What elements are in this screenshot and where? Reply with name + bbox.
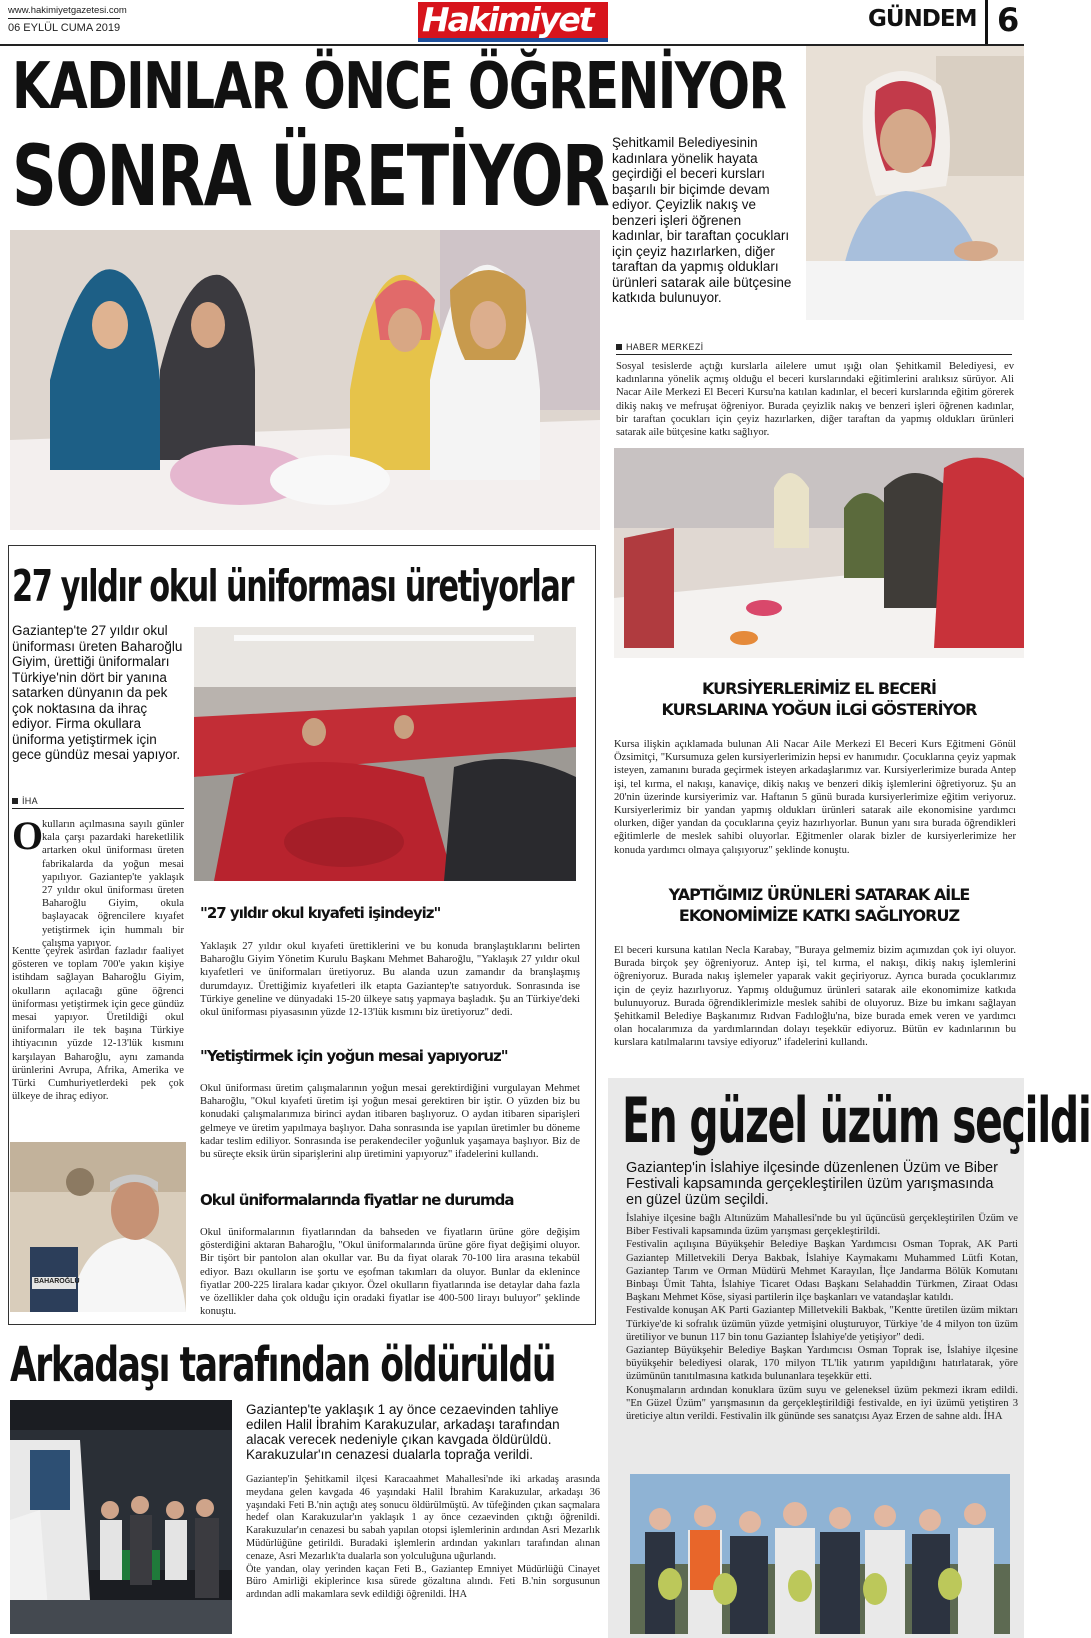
story3-body xyxy=(626,1212,1018,1423)
story2-lead: Gaziantep'te 27 yıldır okul üniforması üreten Baharoğlu Giyim, ürettiği üniformaları Türkiye'nin dört bir yanına satarken dünyanın da pek çok noktasına da ihraç ediyor. Firma okullara üniforma yetiştirmek için gece gündüz mesai yapıyor. xyxy=(12,623,183,762)
story2-headline: 27 yıldır okul üniforması üretiyorlar xyxy=(12,561,574,612)
story4-body xyxy=(246,1474,600,1602)
story3-lead: Gaziantep'in İslahiye ilçesinde düzenlenen Üzüm ve Biber Festivali kapsamında gerçekleştirilen üzüm yarışmasında en güzel üzüm seçildi. xyxy=(626,1160,998,1208)
story2-quote1: "27 yıldır okul kıyafeti işindeyiz" xyxy=(200,904,441,922)
story2-bag-label: BAHAROĞLU xyxy=(34,1278,80,1285)
story2-dropcap: O xyxy=(12,813,44,858)
story3-para4: Gaziantep Büyükşehir Belediye Başkan Yardımcısı Osman Toprak ise, İslahiye ilçesine büyükşehir belediyesi olarak, 170 milyon TL'lik yatırım yapıldığını hatırlatarak, yöre üzümünün tanıtılmasına katkıda bulunanlara teşekkür etti. xyxy=(626,1345,1018,1383)
story3-para5: Konuşmaların ardından konuklara üzüm suyu ve geleneksel üzüm pekmezi ikram edildi. "En Güzel Üzüm" yarışmasının da gerçekleştirildiği festivalde, en iyi üzümü yetiştiren 3 üreticiye altın verildi. Festivalin ilk gününde ses sanatçısı Ayaz Erzen de sahne aldı. İHA xyxy=(626,1384,1018,1423)
story1-portrait-photo xyxy=(806,46,1024,320)
story4-para1: Gaziantep'in Şehitkamil ilçesi Karacaahmet Mahallesi'nde iki arkadaş arasında meydana gelen kavgada 46 yaşındaki Halil İbrahim Karakuzular, arkadaşı 36 yaşındaki Feti B.'nin açtığı ateş sonucu öldürülmüştü. Av tüfeğinden çıkan saçmalara hedef olan Karakuzular'ın yaklaşık 1 ay önce cezaevinden çıktığı öğrenildi. Karakuzular'ın cenazesi bu sabah yapılan otopsi işlemlerinin ardından Asri Mezarlık Müdürlüğüne getirildi. Buradaki işlemlerin ardından yakınları tarafından alınan cenaze, Asri Mezarlık'ta dualarla son yolculuğuna uğurlandı. xyxy=(246,1474,600,1562)
story4-byline: İHA xyxy=(448,1589,468,1601)
page-number: 6 xyxy=(997,1,1020,39)
story2-para4: Okul üniforması üretim çalışmalarının yoğun mesai gerektirdiğini vurgulayan Mehmet Baharoğlu, "Okul kıyafeti üretim işi yoğun mesai gerektiren bir iştir. O yüzden biz bu konudaki çalışmalarımıza birinci aydan itibaren başlıyoruz. O aydan itibaren siparişleri gelmeye ve üretim yapılmaya başlıyor. Daha sonrasında ise yapılan üretimler bu döneme kadar teslim ediliyor. Sonrasında ise perakendeciler yoğunluk yaşamaya başlıyor. Biz de bu süreçte eksik ürün siparişlerini alıp üretimini yapıyoruz" ifadelerini kullandı. xyxy=(200,1083,580,1161)
story4-headline: Arkadaşı tarafından öldürüldü xyxy=(10,1337,556,1393)
story2-para1: kulların açılmasına sayılı günler kala çarşı pazardaki hareketlilik artarken okul üniforması üreten fabrikalarda da yoğun mesai yapılıyor. Gaziantep'te yaklaşık 27 yıldır okul üniforması üreten Baharoğlu Giyim, okula başlayacak öğrencilere kıyafet yetiştirmek için hummalı bir çalışma yapıyor. xyxy=(42,819,184,949)
story4-photo xyxy=(10,1400,232,1634)
story2-factory-photo xyxy=(194,627,576,881)
story1-para1: Sosyal tesislerde açtığı kurslarla ailelere umut ışığı olan Şehitkamil Belediyesi, ev kadınlarına yönelik açmış olduğu el beceri kurslarındaki eğitimlerini aralıksız sürüyor. Ali Nacar Aile Merkezi El Beceri Kursu'na katılan kadınlar, el beceri kurslarında eğitim görerek dikiş nakış ve mefruşat öğreniyor. Burada çeyizlik nakış ve benzeri işleri öğrenen kadınlar, bir taraftan çocukları için çeyiz hazırlarken, diğer taraftan da yapmış oldukları ürünleri satarak aile bütçesine katkı sağlıyor. xyxy=(616,361,1014,439)
story1-lead: Şehitkamil Belediyesinin kadınlara yönelik hayata geçirdiği el beceri kursları başarılı bir biçimde devam ediyor. Çeyizlik nakış ve benzeri işleri öğrenen kadınlar, bir taraftan çocukları için çeyiz hazırlarken, diğer taraftan da yapmış oldukları ürünleri satarak aile bütçesine katkıda bulunuyor. xyxy=(612,135,792,305)
story2-para3: Yaklaşık 27 yıldır okul kıyafeti ürettiklerini ve bu konuda branşlaştıklarını belirten Baharoğlu Giyim Yönetim Kurulu Başkanı Mehmet Baharoğlu, "Yaklaşık 27 yıldır okul kıyafetleri ve üniformaları üretiyoruz. Bu alanda uzun zamandır da branşlaşmış durumdayız. Ürettiğimiz kıyafetleri ilk etapta Gaziantep'te satıyorduk. Sonrasında ise Türkiye geneline ve dünyadaki 15-20 ülkeye satış yapmaya başladık. Şu an Türkiye'deki okul üniforması piyasasının yüzde 12-13'lük kısmını biz üretiyoruz" dedi. xyxy=(200,941,580,1019)
story3-para2: Festivalin açılışına Büyükşehir Belediye Başkan Yardımcısı Osman Toprak, AK Parti Gaziantep Milletvekili Derya Bakbak, İslahiye Kaymakamı Muhammed Lütfi Kotan, Gaziantep Tarım ve Orman Müdürü Mehmet Karayılan, İlçe Jandarma Bölük Komutanı Binbaşı Ümit Tahta, İslahiye Ticaret Odası Başkanı Selahaddin Türkmen, Ziraat Odası Başkanı Mehmet Köse, siyasi partilerin ilçe başkanları ve vatandaşlar katıldı. xyxy=(626,1239,1018,1304)
story1-byline-rule xyxy=(616,354,1012,355)
logo xyxy=(418,2,608,42)
story1-para2: Kursa ilişkin açıklamada bulunan Ali Nacar Aile Merkezi El Beceri Kurs Eğitmeni Gönül Özsimitçi, "Kursumuza gelen kursiyerlerimizin hepsi ev hanımıdır. Çocuklarına çeyiz yapmak isteyen, zamanını burada geçirmek isteyen arkadaşlarımız var. Kursiyerlerimize burada Antep işi, tel kırma, el nakışı, kanaviçe, dikiş nakış ve benzeri dikiş işlemlerini öğretiyoruz. Şu an 20'nin üzerinde kursiyerimiz var. Haftanın 5 günü burada kursiyerlerimize eğitim veriyoruz. Kursiyerlerimiz bir yandan yapmış oldukları ürünleri satarak aile ekonomisine yardımcı olurken, diğer yandan da çocuklarına çeyiz hazırlıyorlar. Bunun yanı sıra burada öğrendikleri eğitimlerle de meslek sahibi oluyorlar. Eğitmenler olarak bizler de kursiyerlerimize her konuda yardımcı olmaya çalışıyoruz" şeklinde konuştu. xyxy=(614,739,1016,856)
story1-subhead2-line2: EKONOMİMİZE KATKI SAĞLIYORUZ xyxy=(678,906,960,925)
story3-headline: En güzel üzüm seçildi xyxy=(622,1084,1091,1157)
story1-headline-line2: SONRA ÜRETİYOR xyxy=(12,127,609,225)
story2-byline-rule xyxy=(12,808,184,809)
story3-festival-photo xyxy=(630,1474,1010,1634)
story1-headline-line1: KADINLAR ÖNCE ÖĞRENİYOR xyxy=(12,50,786,124)
story1-para3: El beceri kursuna katılan Necla Karabay, "Buraya gelmemiz bizim açımızdan çok iyi oluyor. Burada birçok şey öğreniyoruz. Antep işi, tel kırma, el nakışı, dikiş nakış işlemlerini öğreniyoruz. Burada nakış işlemeler yaparak vakit geçiriyoruz. Ayrıca burada çocuklarımız için de çeyiz hazırlıyoruz. Yapmış olduğumuz ürünleri satarak aile ekonomimize katkıda bulunuyoruz. Burada öğrendiklerimizle meslek sahibi de oluyoruz. Bize bu imkanı sağlayan Şehitkamil Belediye Başkanımız Rıdvan Fadıloğlu'na, bize burada emek veren ve yardımcı olan hocalarımıza da yardımlarından dolayı teşekkür ediyoruz. Bütün ev kadınlarının bu kurslara katılmalarını tavsiye ediyoruz" ifadelerini kullandı. xyxy=(614,945,1016,1049)
story2-para2: Kentte çeyrek asırdan fazladır faaliyet gösteren ve toplam 700'e yakın kişiye istihdam sağlayan Baharoğlu Giyim, okulların açılacağı güne öğrenci üniforması yetiştirmek için gece gündüz mesai yapıyor. Üretildiği okul üniformaları ile tek başına Türkiye ihtiyacının yüzde 12-13'lük kısmını karşılayan Baharoğlu, aynı zamanda ürünlerini Avrupa, Afrika, Amerika ve Türki Cumhuriyetlerdeki pek çok ülkeye de ihraç ediyor. xyxy=(12,946,184,1103)
story1-course-photo xyxy=(614,448,1024,658)
story2-quote2: "Yetiştirmek için yoğun mesai yapıyoruz" xyxy=(200,1047,508,1065)
story3-para1: İslahiye ilçesine bağlı Altınüzüm Mahallesi'nde bu yıl üçüncüsü gerçekleştirilen Üzüm ve Biber Festivali kapsamında üzüm yarışması gerçekleştirildi. xyxy=(626,1213,1018,1238)
story2-portrait-photo xyxy=(10,1142,186,1312)
logo-text: Hakimiyet xyxy=(422,0,593,39)
story1-main-photo xyxy=(10,230,600,530)
date-line: 06 EYLÜL CUMA 2019 xyxy=(8,22,121,34)
story1-subhead1 xyxy=(614,678,1024,720)
section-name: GÜNDEM xyxy=(868,6,977,32)
story1-subhead1-line2: KURSLARINA YOĞUN İLGİ GÖSTERİYOR xyxy=(661,700,977,719)
website-url: www.hakimiyetgazetesi.com xyxy=(8,5,127,16)
story2-para5: Okul üniformalarının fiyatlarından da bahseden ve fiyatların ürüne göre değişim gösterdiğini aktaran Baharoğlu, "Okul üniformalarında ürüne göre fiyat değişimi oluyor. Bir tişört bir pantolon alan okullar var. Bu da fiyat olarak 70-100 lira arasına tekabül ediyor. Bazı okulların ise şortu ve eşofman takımları da oluyor. Bunlar da eklenince fiyatlar 200-225 liralara kadar çıkıyor. Özel okulların fiyatlarında ise detaylar daha fazla ve özellikler daha çok olduğu için oradaki fiyatlar ise 400-500 lirayı buluyor" şeklinde konuştu. xyxy=(200,1227,580,1318)
story1-subhead2 xyxy=(614,884,1024,926)
story4-para2: Öte yandan, olay yerinden kaçan Feti B., Gaziantep Emniyet Müdürlüğü Cinayet Büro Amirliği ekiplerince kısa sürede gözaltına alındı. Feti B.'nin sorgusunun ardından adli makamlara sevk edildiği öğrenildi. xyxy=(246,1563,600,1601)
story3-para3: Festivalde konuşan AK Parti Gaziantep Milletvekili Bakbak, "Kentte üretilen üzüm miktarı Türkiye'de ki sofralık üzümün yüzde yetmişini oluşturuyor, Türkiye 'de 4 milyon ton üzüm üretiliyor ve bunun 117 bin tonu Gaziantep İslahiye'de yetişiyor" dedi. xyxy=(626,1305,1018,1343)
masthead xyxy=(0,0,1024,46)
page-number-box xyxy=(985,0,1024,44)
story2-byline: İHA xyxy=(12,796,38,806)
story1-subhead2-line1: YAPTIĞIMIZ ÜRÜNLERİ SATARAK AİLE xyxy=(668,885,970,904)
story1-byline: HABER MERKEZİ xyxy=(616,342,703,352)
story2-quote3: Okul üniformalarında fiyatlar ne durumda xyxy=(200,1191,514,1209)
story4-lead: Gaziantep'te yaklaşık 1 ay önce cezaevinden tahliye edilen Halil İbrahim Karakuzular, arkadaşı tarafından alacak verecek nedeniyle çıkan kavgada öldürüldü. Karakuzular'ın cenazesi dualarla toprağa verildi. xyxy=(246,1402,560,1462)
story1-subhead1-line1: KURSİYERLERİMİZ EL BECERİ xyxy=(702,679,936,698)
masthead-divider-left xyxy=(8,18,120,19)
